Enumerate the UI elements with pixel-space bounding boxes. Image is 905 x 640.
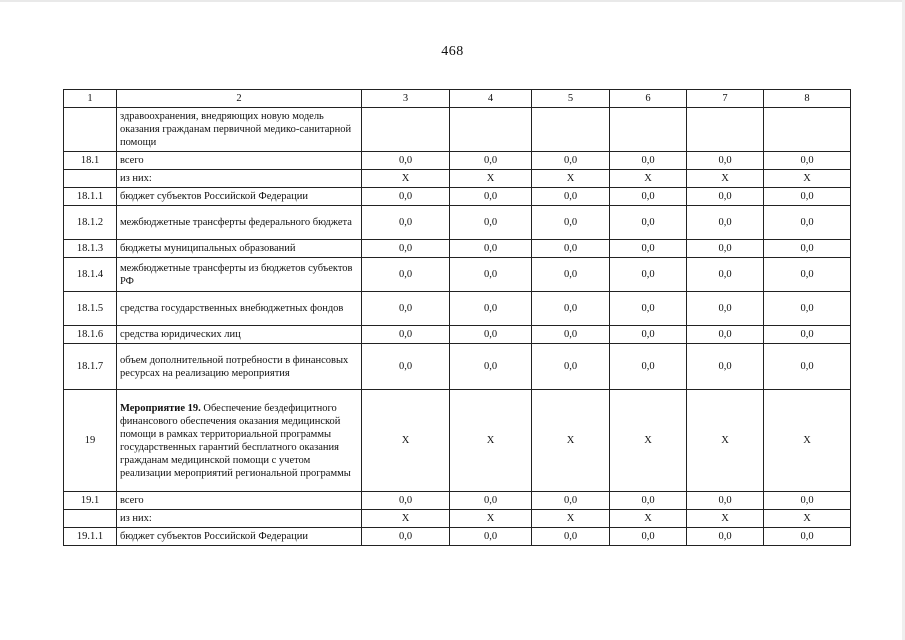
row-code: 19 <box>64 390 117 492</box>
cell-col-8: 0,0 <box>764 240 851 258</box>
cell-col-7: X <box>687 170 764 188</box>
table-row <box>64 344 851 390</box>
col-header-7: 7 <box>687 90 764 108</box>
cell-col-4: 0,0 <box>450 240 532 258</box>
page-number: 468 <box>441 44 464 59</box>
cell-col-5: 0,0 <box>532 292 610 326</box>
cell-col-7: X <box>687 390 764 492</box>
cell-col-3: X <box>362 390 450 492</box>
cell-col-6: 0,0 <box>610 326 687 344</box>
cell-col-8: 0,0 <box>764 206 851 240</box>
cell-col-5: X <box>532 170 610 188</box>
row-code: 19.1 <box>64 492 117 510</box>
cell-col-5: 0,0 <box>532 188 610 206</box>
row-name: здравоохранения, внедряющих новую модель оказания гражданам первичной медико-санитарной помощи <box>117 108 362 152</box>
row-name: из них: <box>117 510 362 528</box>
financing-table <box>63 89 851 546</box>
cell-col-5: 0,0 <box>532 258 610 292</box>
cell-col-4: 0,0 <box>450 206 532 240</box>
cell-col-5: 0,0 <box>532 326 610 344</box>
row-code <box>64 510 117 528</box>
row-code: 18.1 <box>64 152 117 170</box>
cell-col-5: 0,0 <box>532 344 610 390</box>
row-name: объем дополнительной потребности в финансовых ресурсах на реализацию мероприятия <box>117 344 362 390</box>
table-row <box>64 152 851 170</box>
cell-col-5 <box>532 108 610 152</box>
cell-col-6: 0,0 <box>610 492 687 510</box>
row-name: средства юридических лиц <box>117 326 362 344</box>
cell-col-8: 0,0 <box>764 344 851 390</box>
row-name: бюджет субъектов Российской Федерации <box>117 188 362 206</box>
cell-col-3 <box>362 108 450 152</box>
cell-col-4: 0,0 <box>450 326 532 344</box>
cell-col-3: X <box>362 170 450 188</box>
row-name: средства государственных внебюджетных фондов <box>117 292 362 326</box>
row-name: бюджет субъектов Российской Федерации <box>117 528 362 546</box>
cell-col-7: X <box>687 510 764 528</box>
cell-col-4: X <box>450 170 532 188</box>
table-row <box>64 326 851 344</box>
cell-col-5: X <box>532 390 610 492</box>
cell-col-8: X <box>764 390 851 492</box>
table-row <box>64 510 851 528</box>
measure-description: Обеспечение бездефицитного финансового обеспечения оказания медицинской помощи в рамках территориальной программы государственных гарантий бесплатного оказания гражданам медицинской помощи с учетом реализации мероприятий региональной программы <box>120 402 351 479</box>
cell-col-5: 0,0 <box>532 492 610 510</box>
table-row <box>64 206 851 240</box>
row-name: из них: <box>117 170 362 188</box>
row-name: бюджеты муниципальных образований <box>117 240 362 258</box>
col-header-2: 2 <box>117 90 362 108</box>
table-row <box>64 258 851 292</box>
cell-col-4: 0,0 <box>450 292 532 326</box>
row-code: 18.1.3 <box>64 240 117 258</box>
header-row <box>64 90 851 108</box>
cell-col-6: X <box>610 170 687 188</box>
table-row <box>64 292 851 326</box>
cell-col-8: 0,0 <box>764 258 851 292</box>
cell-col-3: 0,0 <box>362 326 450 344</box>
row-name: всего <box>117 492 362 510</box>
cell-col-7: 0,0 <box>687 326 764 344</box>
col-header-8: 8 <box>764 90 851 108</box>
scan-edge-top <box>0 0 905 2</box>
cell-col-6: 0,0 <box>610 240 687 258</box>
row-code: 18.1.4 <box>64 258 117 292</box>
col-header-4: 4 <box>450 90 532 108</box>
row-code: 18.1.2 <box>64 206 117 240</box>
cell-col-8: 0,0 <box>764 152 851 170</box>
cell-col-7 <box>687 108 764 152</box>
cell-col-5: 0,0 <box>532 206 610 240</box>
cell-col-8: 0,0 <box>764 292 851 326</box>
cell-col-5: 0,0 <box>532 152 610 170</box>
col-header-3: 3 <box>362 90 450 108</box>
cell-col-7: 0,0 <box>687 528 764 546</box>
cell-col-3: 0,0 <box>362 492 450 510</box>
measure-title: Мероприятие 19. <box>120 402 201 414</box>
cell-col-6: 0,0 <box>610 188 687 206</box>
cell-col-8: 0,0 <box>764 188 851 206</box>
cell-col-3: 0,0 <box>362 206 450 240</box>
cell-col-7: 0,0 <box>687 258 764 292</box>
cell-col-3: 0,0 <box>362 240 450 258</box>
cell-col-6: 0,0 <box>610 292 687 326</box>
col-header-5: 5 <box>532 90 610 108</box>
cell-col-6: 0,0 <box>610 528 687 546</box>
cell-col-6: 0,0 <box>610 206 687 240</box>
row-name: межбюджетные трансферты из бюджетов субъектов РФ <box>117 258 362 292</box>
cell-col-8: 0,0 <box>764 326 851 344</box>
cell-col-4: 0,0 <box>450 188 532 206</box>
cell-col-4: X <box>450 390 532 492</box>
cell-col-7: 0,0 <box>687 188 764 206</box>
table-row <box>64 528 851 546</box>
table-row <box>64 492 851 510</box>
table-row <box>64 108 851 152</box>
cell-col-8: 0,0 <box>764 528 851 546</box>
cell-col-3: 0,0 <box>362 528 450 546</box>
cell-col-4: 0,0 <box>450 528 532 546</box>
cell-col-8: X <box>764 510 851 528</box>
col-header-1: 1 <box>64 90 117 108</box>
table-row <box>64 170 851 188</box>
cell-col-4: X <box>450 510 532 528</box>
cell-col-3: 0,0 <box>362 344 450 390</box>
row-code: 18.1.1 <box>64 188 117 206</box>
col-header-6: 6 <box>610 90 687 108</box>
cell-col-3: 0,0 <box>362 188 450 206</box>
cell-col-4: 0,0 <box>450 344 532 390</box>
cell-col-7: 0,0 <box>687 240 764 258</box>
row-code: 18.1.7 <box>64 344 117 390</box>
cell-col-8 <box>764 108 851 152</box>
row-name: всего <box>117 152 362 170</box>
cell-col-4 <box>450 108 532 152</box>
cell-col-3: 0,0 <box>362 258 450 292</box>
cell-col-6 <box>610 108 687 152</box>
cell-col-8: X <box>764 170 851 188</box>
cell-col-3: 0,0 <box>362 152 450 170</box>
cell-col-4: 0,0 <box>450 492 532 510</box>
cell-col-7: 0,0 <box>687 292 764 326</box>
cell-col-6: 0,0 <box>610 344 687 390</box>
row-code: 18.1.6 <box>64 326 117 344</box>
table-row <box>64 188 851 206</box>
table-row <box>64 240 851 258</box>
cell-col-6: X <box>610 510 687 528</box>
cell-col-3: X <box>362 510 450 528</box>
cell-col-7: 0,0 <box>687 152 764 170</box>
row-code: 19.1.1 <box>64 528 117 546</box>
cell-col-6: X <box>610 390 687 492</box>
cell-col-7: 0,0 <box>687 344 764 390</box>
row-name <box>117 390 362 492</box>
cell-col-4: 0,0 <box>450 258 532 292</box>
cell-col-5: X <box>532 510 610 528</box>
cell-col-6: 0,0 <box>610 152 687 170</box>
cell-col-8: 0,0 <box>764 492 851 510</box>
cell-col-3: 0,0 <box>362 292 450 326</box>
table-row <box>64 390 851 492</box>
cell-col-7: 0,0 <box>687 492 764 510</box>
row-code: 18.1.5 <box>64 292 117 326</box>
cell-col-4: 0,0 <box>450 152 532 170</box>
cell-col-5: 0,0 <box>532 528 610 546</box>
cell-col-7: 0,0 <box>687 206 764 240</box>
row-code <box>64 170 117 188</box>
cell-col-5: 0,0 <box>532 240 610 258</box>
row-name: межбюджетные трансферты федерального бюджета <box>117 206 362 240</box>
cell-col-6: 0,0 <box>610 258 687 292</box>
row-code <box>64 108 117 152</box>
